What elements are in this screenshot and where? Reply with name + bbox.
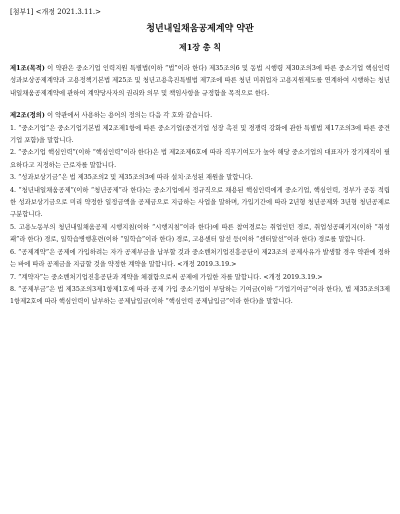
definition-item: 3. “성과보상기금”은 법 제35조의2 및 제35조의3에 따라 설치·조성된 재원을 말합니다. <box>10 174 253 182</box>
attachment-note: [첨부1] <개정 2021.3.11.> <box>10 8 101 16</box>
article-2 <box>10 110 390 122</box>
definition-item: 8. “공제부금”은 법 제35조의3제1항제1호에 따라 공제 가입 중소기업이 부담하는 기여금(이하 “기업기여금”이라 한다), 법 제35조의3제1항제2호에 따라 핵심인력이 납부하는 공제납입금(이하 “핵심인력 공제납입금”이라 한다)을 말합니다. <box>10 285 390 306</box>
article-1-label: 제1조(목적) <box>10 65 45 72</box>
document-title: 청년내일채움공제계약 약관 <box>146 24 254 34</box>
definition-item: 2. “중소기업 핵심인력”(이하 “핵심인력”이라 한다)은 법 제2조제6호에 따라 직무기여도가 높아 해당 중소기업의 대표자가 장기재직이 필요하다고 지정하는 근로자를 말합니다. <box>10 149 390 169</box>
definition-item: 7. “계약자”는 중소벤처기업진흥공단과 계약을 체결함으로써 공제에 가입한 자를 말합니다. <개정 2019.3.19.> <box>10 273 323 281</box>
definition-item: 4. “청년내일채움공제”(이하 “청년공제”라 한다)는 중소기업에서 정규직으로 채용된 핵심인력에게 중소기업, 핵심인력, 정부가 공동 적립한 성과보상기금으로 미리 약정한 일정금액을 공제금으로 지급하는 사업을 말하며, 가입기간에 따라 2년형 청년공제와 3년형 청년공제로 구분합니다. <box>10 186 390 219</box>
definition-item: 5. 고용노동부의 청년내일채움공제 시행지침(이하 “시행지침”이라 한다)에 따른 참여경로는 취업인턴 경로, 취업성공패키지(이하 “취성패”라 한다) 경로, 일학습병행훈련(이하 “일학습”이라 한다) 경로, 고용센터 알선 등(이하 “센터알선”이라 한다) 경로를 말합니다. <box>10 223 390 244</box>
chapter-title: 제1장 총 칙 <box>178 42 222 52</box>
article-1 <box>10 63 390 100</box>
article-2-intro: 이 약관에서 사용하는 용어의 정의는 다음 각 호와 같습니다. <box>44 112 213 120</box>
article-2-label: 제2조(정의) <box>10 112 45 120</box>
definition-item: 1. “중소기업”은 중소기업기본법 제2조제1항에 따른 중소기업(중견기업 성장 촉진 및 경쟁력 강화에 관한 특별법 제17조의3에 따른 중견기업 포함)을 말합니다. <box>10 124 390 145</box>
definition-item: 6. “공제계약”은 공제에 가입하려는 자가 공제부금을 납부할 것과 중소벤처기업진흥공단이 제23조의 공제사유가 발생할 경우 약관에 정하는 바에 따라 공제금을 지급할 것을 약정한 계약을 말합니다. <개정 2019.3.19.> <box>10 248 390 269</box>
article-1-text: 이 약관은 중소기업 인력지원 특별법(이하 “법”이라 한다) 제35조의6 및 동법 시행령 제30조의3에 따른 중소기업 핵심인력 성과보상공제계약과 고용정책기본법 제25조 및 청년고용촉진특별법 제7조에 따른 청년 미취업자 고용지원제도를 연계하여 시행하는 청년내일채움공제계약에 관하여 계약당사자의 권리와 의무 및 책임사항을 규정함을 목적으로 한다. <box>10 65 390 97</box>
